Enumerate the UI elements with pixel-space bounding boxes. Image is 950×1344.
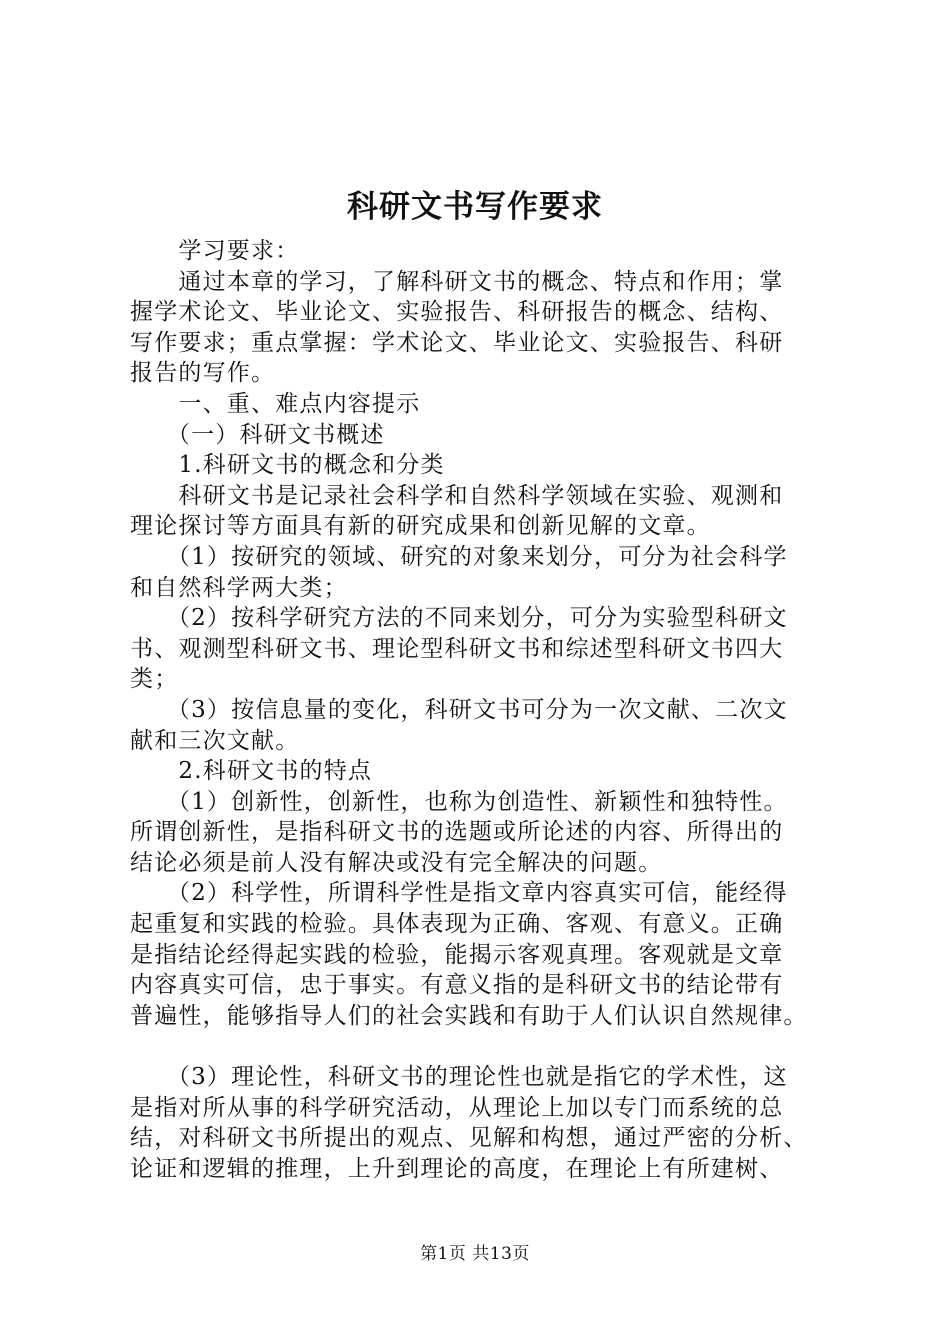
section-heading: 一、重、难点内容提示 — [130, 390, 421, 417]
document-body — [130, 236, 830, 1184]
paragraph-line: （2）科学性，所谓科学性是指文章内容真实可信，能经得 — [130, 880, 788, 907]
paragraph-line: 是指对所从事的科学研究活动，从理论上加以专门而系统的总 — [130, 1094, 784, 1121]
paragraph-line: 结论必须是前人没有解决或没有完全解决的问题。 — [130, 849, 663, 876]
paragraph-line: 献和三次文献。 — [130, 727, 300, 754]
subsection-heading: （一）科研文书概述 — [130, 421, 385, 448]
paragraph-line: 握学术论文、毕业论文、实验报告、科研报告的概念、结构、 — [130, 299, 784, 326]
paragraph-line: （1）创新性，创新性，也称为创造性、新颖性和独特性。 — [130, 788, 788, 815]
paragraph-line: 论证和逻辑的推理，上升到理论的高度，在理论上有所建树、 — [130, 1155, 784, 1182]
paragraph-line: 书、观测型科研文书、理论型科研文书和综述型科研文书四大 — [130, 635, 784, 662]
paragraph-line: （2）按科学研究方法的不同来划分，可分为实验型科研文 — [130, 605, 788, 632]
paragraph-gap — [130, 1031, 830, 1062]
paragraph-line: 普遍性，能够指导人们的社会实践和有助于人们认识自然规律。 — [130, 1002, 808, 1029]
paragraph-line: 科研文书是记录社会科学和自然科学领域在实验、观测和 — [130, 482, 784, 509]
paragraph-line: 报告的写作。 — [130, 360, 276, 387]
paragraph-line: 写作要求；重点掌握：学术论文、毕业论文、实验报告、科研 — [130, 329, 784, 356]
paragraph-line: 起重复和实践的检验。具体表现为正确、客观、有意义。正确 — [130, 911, 784, 938]
paragraph-line: 理论探讨等方面具有新的研究成果和创新见解的文章。 — [130, 513, 711, 540]
paragraph-line: （3）按信息量的变化，科研文书可分为一次文献、二次文 — [130, 696, 788, 723]
paragraph-line: 内容真实可信，忠于事实。有意义指的是科研文书的结论带有 — [130, 972, 784, 999]
paragraph-line: （3）理论性，科研文书的理论性也就是指它的学术性，这 — [130, 1064, 788, 1091]
paragraph-line: 是指结论经得起实践的检验，能揭示客观真理。客观就是文章 — [130, 941, 784, 968]
paragraph-line: 学习要求： — [130, 238, 300, 264]
paragraph-line: （1）按研究的领域、研究的对象来划分，可分为社会科学 — [130, 543, 788, 570]
document-title: 科研文书写作要求 — [347, 189, 603, 225]
paragraph-line: 和自然科学两大类； — [130, 574, 348, 601]
paragraph-line: 通过本章的学习，了解科研文书的概念、特点和作用；掌 — [130, 268, 784, 295]
paragraph-line: 类； — [130, 666, 179, 693]
paragraph-line: 结，对科研文书所提出的观点、见解和构想，通过严密的分析、 — [130, 1125, 808, 1152]
subsection-heading: 2.科研文书的特点 — [130, 758, 373, 785]
page-footer: 第1页 共13页 — [420, 1244, 530, 1264]
paragraph-line: 所谓创新性，是指科研文书的选题或所论述的内容、所得出的 — [130, 819, 784, 846]
subsection-heading: 1.科研文书的概念和分类 — [130, 452, 445, 479]
